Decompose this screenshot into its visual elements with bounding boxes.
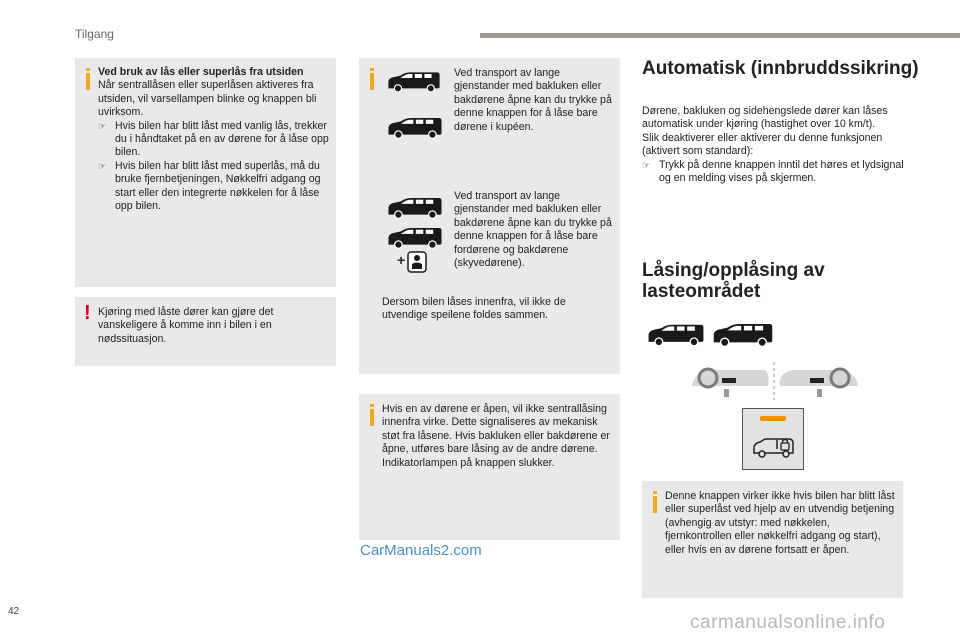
van-icon: [711, 322, 775, 348]
list-item: ☞ Hvis bilen har blitt låst med vanlig lås, trekker du i håndtaket på en av dørene for å låse opp bilen.: [98, 119, 329, 159]
cargo-button-text: Denne knappen virker ikke hvis bilen har blitt låst eller superlåst ved hjelp av en utvendig betjening (avhengig av utstyr: med nøkkelen, fjernkontrollen eller nøkkelfri adgang og start), eller hvis en av dørene fortsatt er åpen.: [665, 490, 895, 556]
page-number: 42: [8, 606, 20, 617]
plus-sign: +: [397, 252, 406, 268]
list-item: ☞ Trykk på denne knappen inntil det høres et lydsignal og en melding vises på skjermen.: [642, 158, 904, 185]
van-icon: [646, 322, 706, 348]
warning-text: Kjøring med låste dører kan gjøre det vanskeligere å komme inn i bilen i en nødssituasjon.: [98, 306, 274, 345]
van-icon: [386, 70, 442, 94]
section-title-automatic: Automatisk (innbruddssikring): [642, 58, 919, 79]
info-bar-icon: [86, 68, 90, 90]
info-box-exterior-lock: [75, 58, 336, 287]
van-lock-button-icon: [742, 408, 804, 470]
person-lock-icon: [407, 251, 427, 273]
box-intro: Når sentrallåsen eller superlåsen aktiveres fra utsiden, vil varsellampen blinke og knappen bli uvirksom.: [98, 79, 317, 119]
watermark-left[interactable]: CarManuals2.com: [360, 542, 482, 559]
finger-pointer-icon: ☞: [98, 160, 107, 171]
header-bar: [480, 33, 960, 38]
dashboard-illustration: [690, 358, 860, 402]
info-box-door-open: [359, 394, 620, 540]
automatic-para1: Dørene, bakluken og sidehengslede dører kan låses automatisk under kjøring (hastighet over 10 km/t).: [642, 105, 888, 131]
info-bar-icon: [653, 491, 657, 513]
warning-box: [75, 297, 336, 366]
automatic-para2: Slik deaktiverer eller aktiverer du denne funksjonen (aktivert som standard):: [642, 131, 883, 158]
list-item: ☞ Hvis bilen har blitt låst med superlås, må du bruke fjernbetjeningen, Nøkkelfri adgang og start eller den integrerte nøkkelen for å låse opp bilen.: [98, 159, 321, 213]
van-icon: [386, 116, 444, 140]
finger-pointer-icon: ☞: [642, 159, 651, 170]
watermark-right[interactable]: carmanualsonline.info: [690, 612, 886, 633]
van-icon: [386, 196, 444, 220]
box-heading: Ved bruk av lås eller superlås fra utsiden: [98, 66, 304, 78]
door-open-text: Hvis en av dørene er åpen, vil ikke sentrallåsing innenfra virke. Dette signaliseres av mekanisk støt fra låsene. Hvis bakluken eller bakdørene er åpne, utføres bare låsing av de andre dørene. Indikatorlampen på knappen slukker.: [382, 403, 610, 469]
exclamation-icon: !: [84, 302, 91, 324]
section-title-cargo: Låsing/opplåsing av lasteområdet: [642, 260, 825, 302]
info-box-cargo-button: [642, 481, 903, 598]
header-title: Tilgang: [75, 27, 114, 41]
para-lock-cabin: Ved transport av lange gjenstander med bakluken eller bakdørene åpne kan du trykke på denne knappen for å låse bare dørene i kupéen.: [454, 67, 612, 133]
para-lock-front-rear: Ved transport av lange gjenstander med bakluken eller bakdørene åpne kan du trykke på denne knappen for å låse bare fordørene og bakdørene (skyvedørene).: [454, 190, 612, 270]
info-bar-icon: [370, 68, 374, 90]
para-mirrors: Dersom bilen låses innenfra, vil ikke de utvendige speilene foldes sammen.: [382, 296, 566, 322]
finger-pointer-icon: ☞: [98, 120, 107, 131]
info-box-interior-lock: [359, 58, 620, 374]
van-icon: [386, 226, 444, 250]
info-bar-icon: [370, 404, 374, 426]
